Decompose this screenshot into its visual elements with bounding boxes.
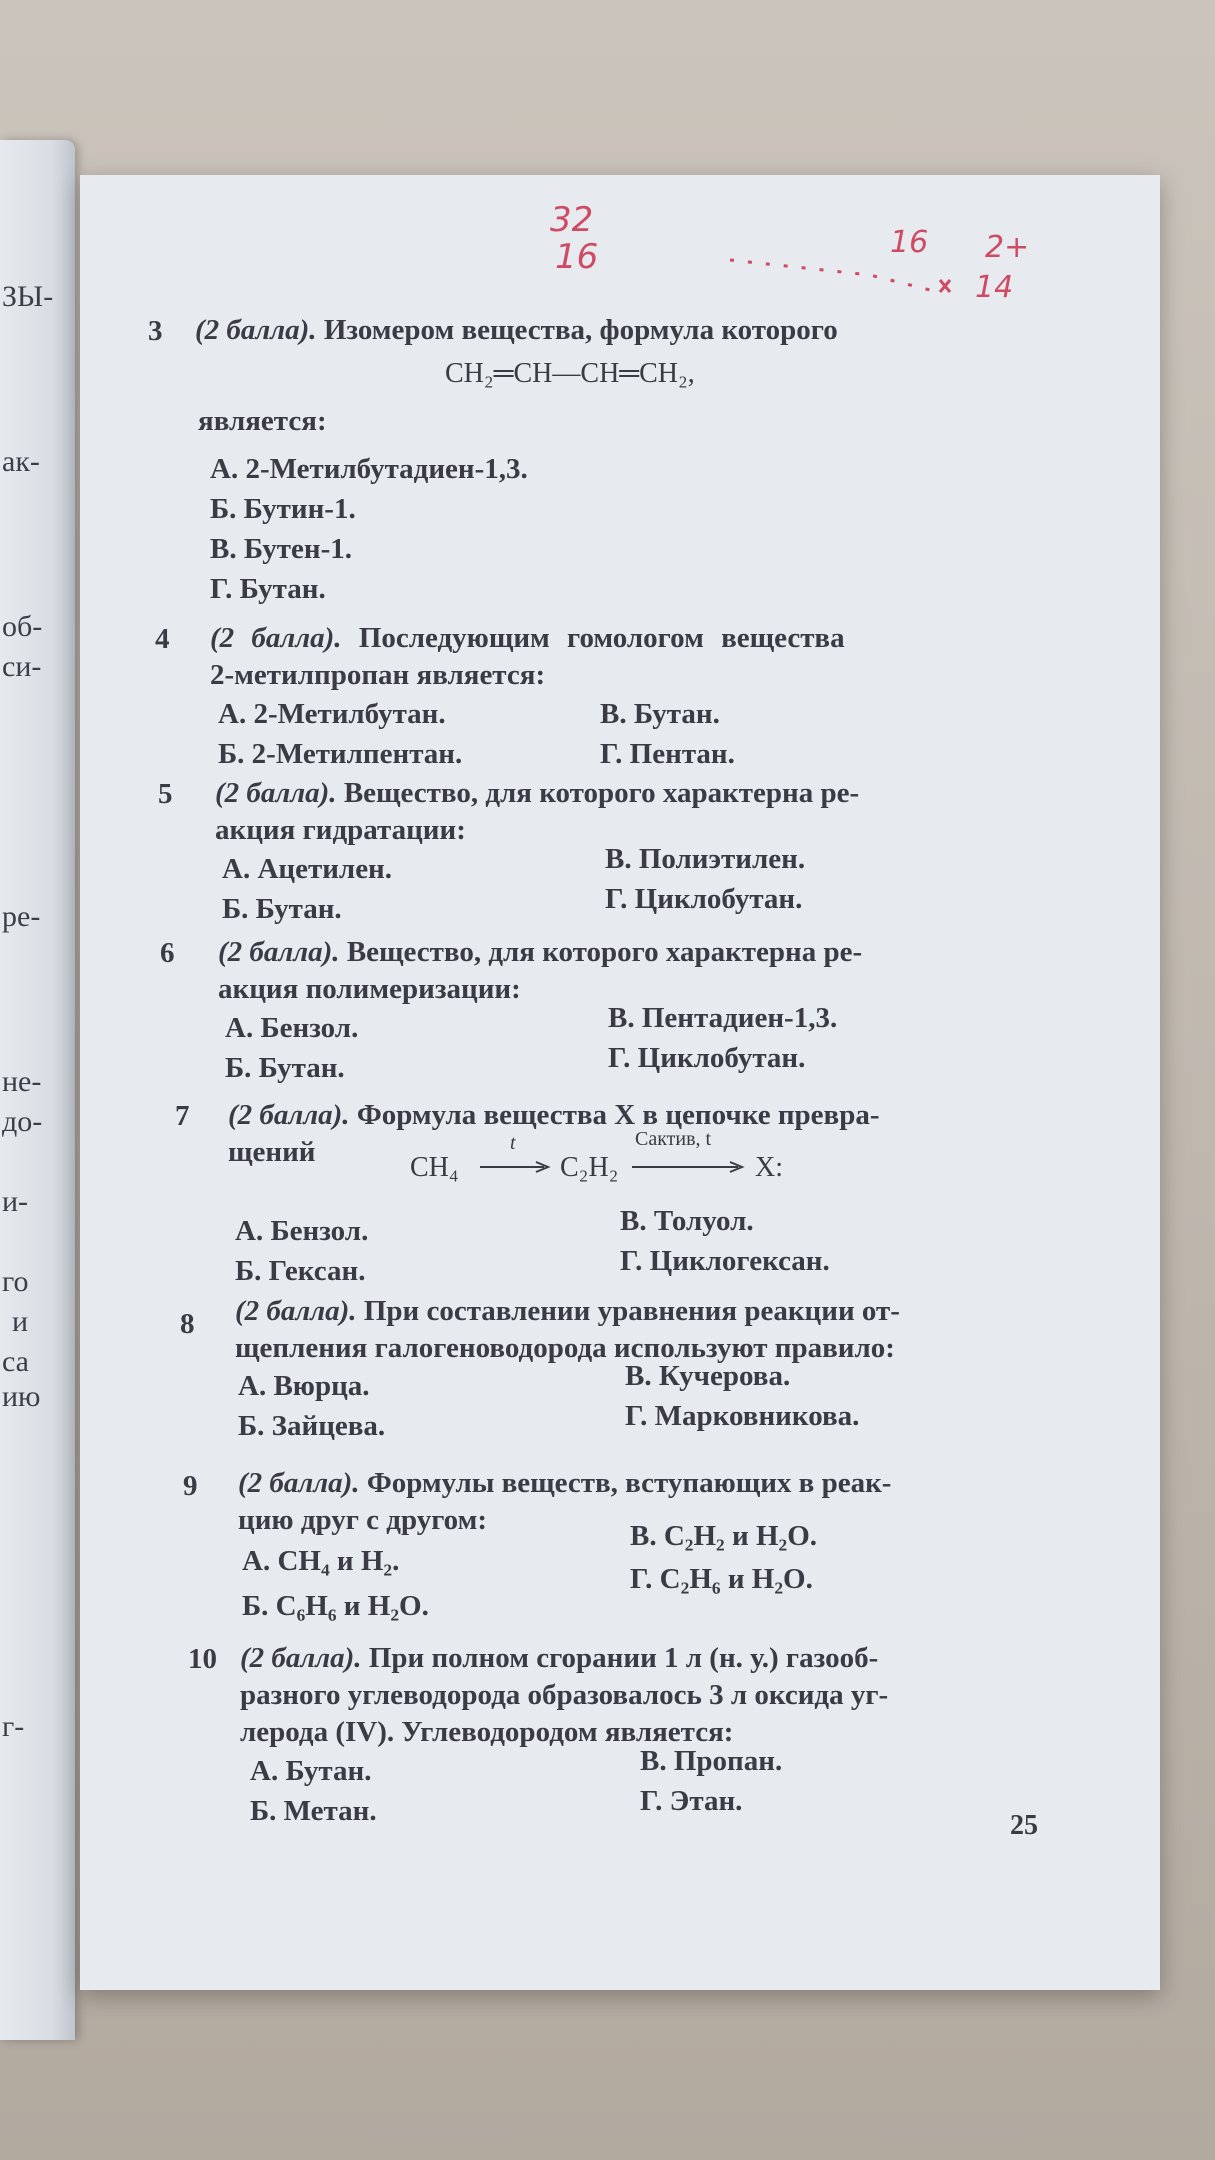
question-number: 4 xyxy=(155,623,170,655)
answer-option: В. Кучерова. xyxy=(625,1360,791,1392)
left-page-fragment: ак- xyxy=(2,445,40,478)
arrow-condition: Cактив, t xyxy=(635,1128,712,1150)
book-page xyxy=(80,175,1160,1990)
question-text: акция гидратации: xyxy=(215,814,466,846)
chain-start: CH₄ xyxy=(410,1152,459,1183)
answer-option: А. Бензол. xyxy=(225,1012,359,1044)
left-page-fragment: си- xyxy=(2,650,42,683)
answer-option: Б. Зайцева. xyxy=(238,1410,386,1442)
left-page-fragment: г- xyxy=(2,1710,25,1743)
answer-option: А. 2-Метилбутадиен-1,3. xyxy=(210,453,528,485)
answer-option: А. Бутан. xyxy=(250,1755,372,1787)
question-points: (2 балла). xyxy=(238,1467,360,1499)
question-text: При составлении уравнения реакции от- xyxy=(363,1295,900,1327)
question-points: (2 балла). xyxy=(210,622,342,654)
left-page-fragment: и xyxy=(12,1305,29,1338)
question-number: 3 xyxy=(148,315,163,347)
answer-option: Б. 2-Метилпентан. xyxy=(218,738,463,770)
answer-option: А. CH₄ и H₂. xyxy=(242,1545,400,1577)
question-number: 9 xyxy=(183,1470,198,1502)
left-page-fragment: ию xyxy=(2,1380,41,1413)
reaction-arrow-icon xyxy=(478,1160,553,1174)
question-number: 8 xyxy=(180,1308,195,1340)
answer-option: Г. Этан. xyxy=(640,1785,743,1817)
left-page-fragment: са xyxy=(2,1345,29,1378)
question-number: 7 xyxy=(175,1100,190,1132)
answer-option: А. Бензол. xyxy=(235,1215,369,1247)
handwritten-mark: 2+ xyxy=(985,230,1030,265)
answer-option: Г. C₂H₆ и H₂O. xyxy=(630,1563,813,1595)
answer-option: Б. C₆H₆ и H₂O. xyxy=(242,1590,429,1622)
reaction-chain xyxy=(410,1128,830,1200)
handwritten-dots xyxy=(720,240,970,300)
question-points: (2 балла). xyxy=(218,936,340,968)
arrow-condition: t xyxy=(510,1132,516,1154)
answer-option: Г. Циклобутан. xyxy=(608,1042,806,1074)
question-text: 2-метилпропан является: xyxy=(210,659,546,691)
question-points: (2 балла). xyxy=(195,314,317,346)
question-points: (2 балла). xyxy=(215,777,337,809)
question-number: 5 xyxy=(158,778,173,810)
answer-option: А. Ацетилен. xyxy=(222,853,393,885)
answer-option: В. Толуол. xyxy=(620,1205,754,1237)
handwritten-mark: 32 xyxy=(550,200,594,240)
left-page-fragment: го xyxy=(2,1265,29,1298)
left-page-fragment: ре- xyxy=(2,900,41,933)
left-page-fragment: не- xyxy=(2,1065,42,1098)
handwritten-mark: 16 xyxy=(555,237,599,277)
answer-option: В. Бутан. xyxy=(600,698,720,730)
question-text: Вещество, для которого характерна ре- xyxy=(343,777,860,809)
question-text: акция полимеризации: xyxy=(218,973,521,1005)
answer-option: Г. Пентан. xyxy=(600,738,735,770)
answer-option: Б. Метан. xyxy=(250,1795,377,1827)
answer-option: Г. Циклобутан. xyxy=(605,883,803,915)
left-page-fragment: и- xyxy=(2,1185,29,1218)
answer-option: Г. Бутан. xyxy=(210,573,326,605)
answer-option: В. C₂H₂ и H₂O. xyxy=(630,1520,817,1552)
left-page-edge xyxy=(0,140,75,2040)
question-points: (2 балла). xyxy=(240,1642,362,1674)
answer-option: Г. Марковникова. xyxy=(625,1400,860,1432)
answer-option: В. Бутен-1. xyxy=(210,533,353,565)
structural-formula: CH₂═CH—CH═CH₂, xyxy=(445,358,695,389)
question-text: цию друг с другом: xyxy=(238,1504,488,1536)
question-text: щений xyxy=(228,1136,316,1168)
answer-option: А. 2-Метилбутан. xyxy=(218,698,446,730)
answer-option: В. Пентадиен-1,3. xyxy=(608,1002,838,1034)
question-text: При полном сгорании 1 л (н. у.) газооб- xyxy=(368,1642,879,1674)
question-text: является: xyxy=(198,405,327,437)
chain-end: X: xyxy=(755,1152,783,1183)
chain-middle: C₂H₂ xyxy=(560,1152,619,1183)
handwritten-mark: 14 xyxy=(975,270,1014,305)
question-text: Последующим гомологом вещества xyxy=(358,622,845,654)
question-text: Вещество, для которого характерна ре- xyxy=(346,936,863,968)
answer-option: А. Вюрца. xyxy=(238,1370,370,1402)
left-page-fragment: ЗЫ- xyxy=(2,280,54,313)
question-points: (2 балла). xyxy=(235,1295,357,1327)
question-text: разного углеводорода образовалось 3 л оксида уг- xyxy=(240,1679,889,1711)
page-number: 25 xyxy=(1010,1810,1038,1841)
answer-option: Г. Циклогексан. xyxy=(620,1245,830,1277)
reaction-arrow-icon xyxy=(630,1160,750,1174)
left-page-fragment: до- xyxy=(2,1105,43,1138)
question-text: щепления галогеноводорода используют правило: xyxy=(235,1332,895,1364)
question-number: 10 xyxy=(188,1643,217,1675)
question-text: Формула вещества X в цепочке превра- xyxy=(356,1099,880,1131)
answer-option: Б. Гексан. xyxy=(235,1255,366,1287)
answer-option: Б. Бутан. xyxy=(222,893,342,925)
question-points: (2 балла). xyxy=(228,1099,350,1131)
question-text: Изомером вещества, формула которого xyxy=(323,314,838,346)
answer-option: Б. Бутан. xyxy=(225,1052,345,1084)
answer-option: В. Полиэтилен. xyxy=(605,843,806,875)
question-number: 6 xyxy=(160,937,175,969)
left-page-fragment: об- xyxy=(2,610,43,643)
question-text: Формулы веществ, вступающих в реак- xyxy=(366,1467,892,1499)
question-text: лерода (IV). Углеводородом является: xyxy=(240,1716,734,1748)
handwritten-mark: 16 xyxy=(890,225,929,260)
answer-option: В. Пропан. xyxy=(640,1745,783,1777)
answer-option: Б. Бутин-1. xyxy=(210,493,356,525)
